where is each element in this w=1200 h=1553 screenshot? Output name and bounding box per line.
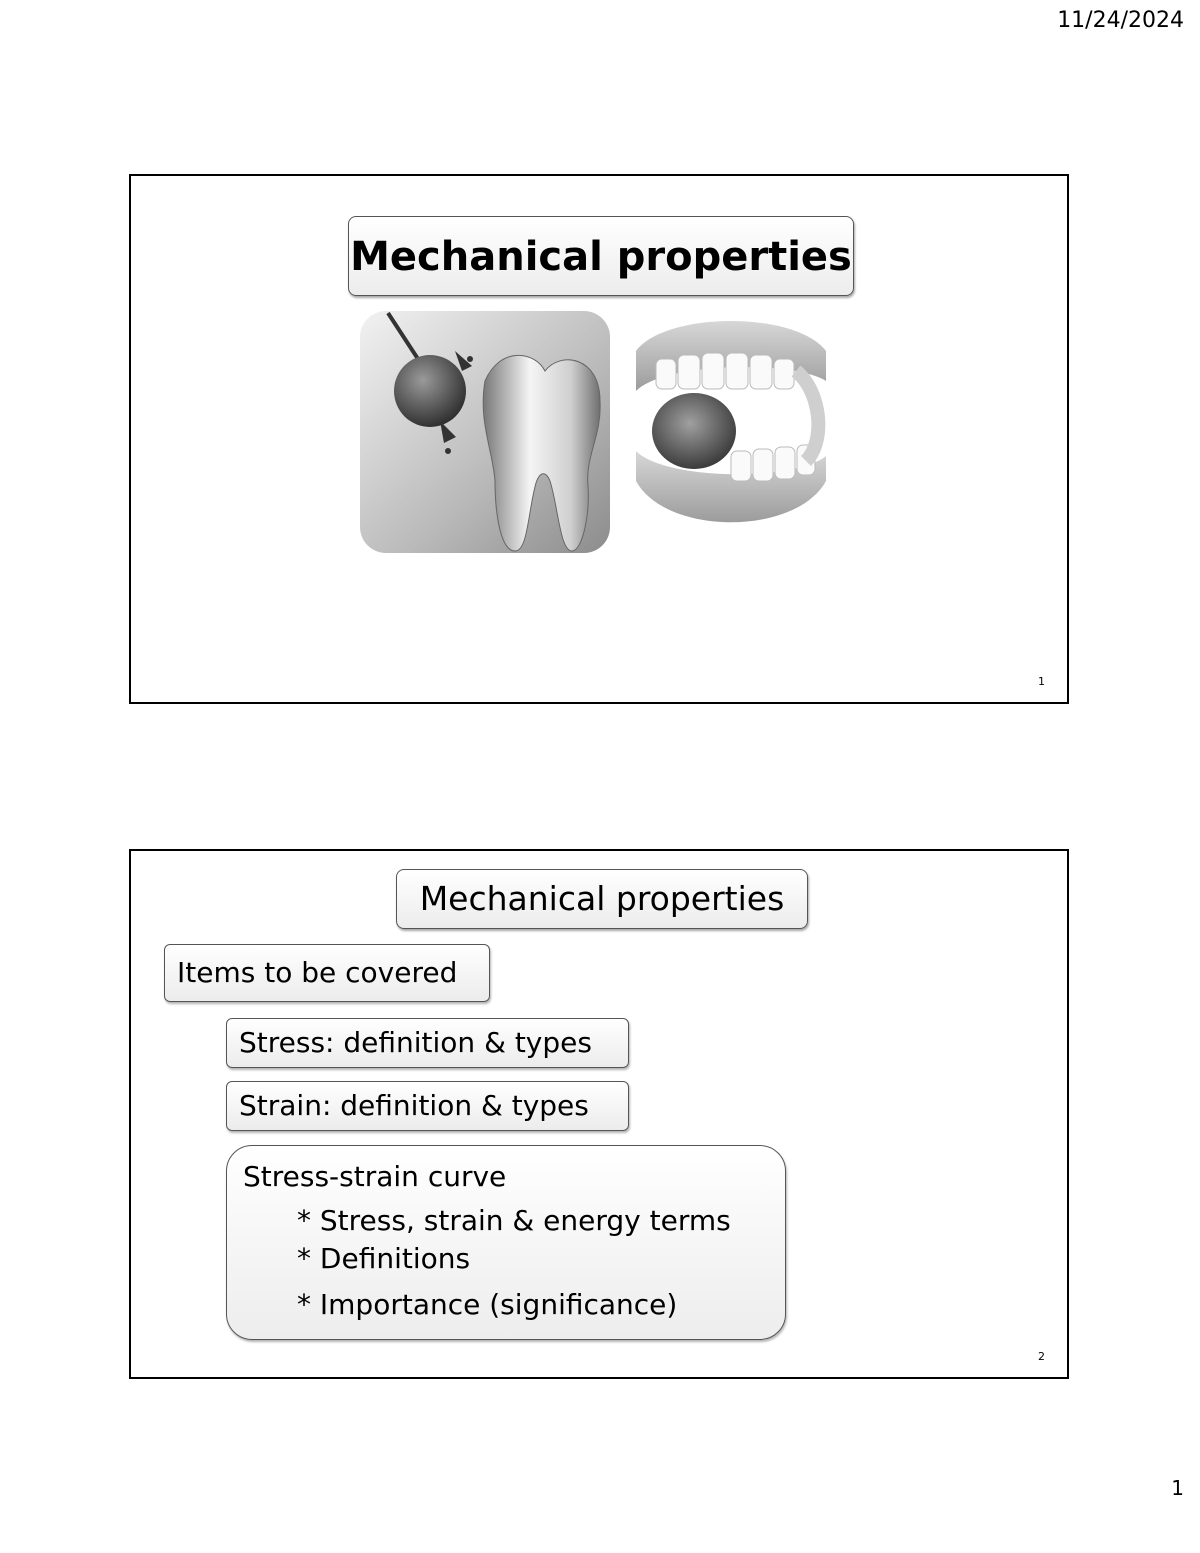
page-number: 1 bbox=[1171, 1476, 1184, 1500]
items-heading: Items to be covered bbox=[164, 944, 490, 1002]
stress-item: Stress: definition & types bbox=[226, 1018, 629, 1068]
print-date: 11/24/2024 bbox=[1057, 8, 1184, 33]
curve-point: * Definitions bbox=[297, 1242, 471, 1275]
slide-1-title: Mechanical properties bbox=[348, 216, 854, 296]
teeth-biting-walnut-image bbox=[626, 311, 841, 543]
wrecking-ball-tooth-image bbox=[360, 311, 610, 553]
stress-strain-curve-box bbox=[226, 1145, 786, 1340]
curve-point: * Stress, strain & energy terms bbox=[297, 1204, 731, 1237]
slide-2-title: Mechanical properties bbox=[396, 869, 808, 929]
slide-2-number: 2 bbox=[1038, 1350, 1045, 1363]
curve-point: * Importance (significance) bbox=[297, 1288, 678, 1321]
curve-heading: Stress-strain curve bbox=[243, 1160, 507, 1193]
slide-1 bbox=[129, 174, 1069, 704]
slide-1-number: 1 bbox=[1038, 675, 1045, 688]
strain-item: Strain: definition & types bbox=[226, 1081, 629, 1131]
slide-2 bbox=[129, 849, 1069, 1379]
